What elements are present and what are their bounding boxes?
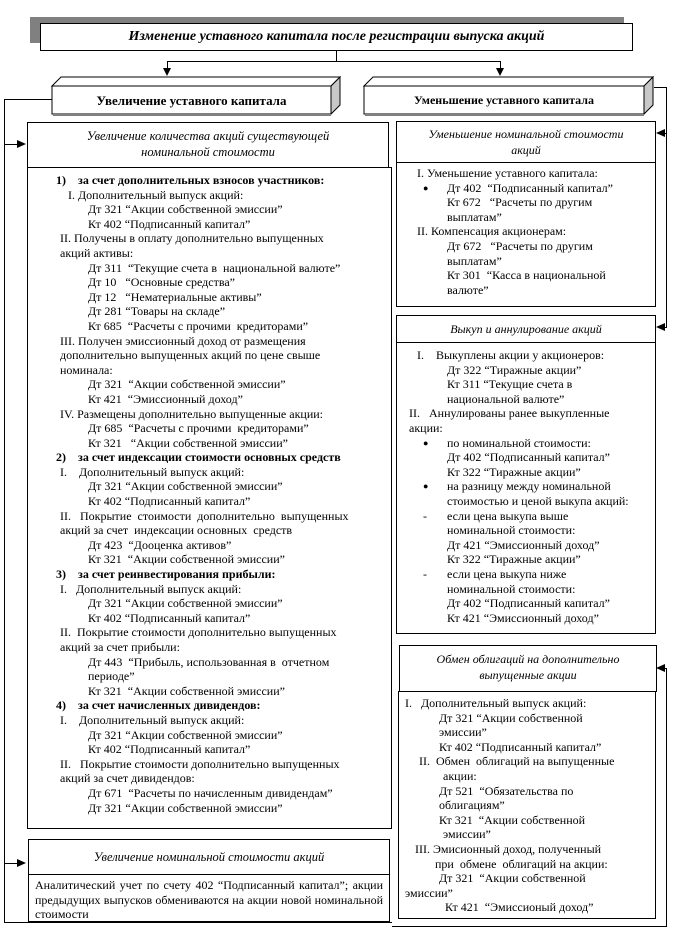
entry-text: III. Получен эмиссионный доход от размещения	[60, 333, 306, 348]
right-3-header	[399, 645, 657, 692]
arrow-right-icon	[17, 140, 26, 148]
left-top-header	[27, 122, 389, 168]
entry-text: валюте”	[447, 282, 489, 297]
arrow-down-icon	[163, 68, 171, 76]
entry-text: периоде”	[88, 669, 135, 684]
entry-text: Кт 322 “Тиражные акции”	[447, 552, 581, 567]
entry-text: Кт 421 “Эмиссионный доход”	[447, 610, 599, 625]
entry-text: эмиссии”	[443, 827, 491, 842]
entry-line	[28, 290, 391, 305]
entry-text: Дт 402 “Подписанный капитал”	[447, 596, 610, 611]
entry-line	[399, 798, 655, 813]
entry-line	[397, 538, 655, 553]
entry-text: Дт 321 “Акции собственной эмиссии”	[88, 800, 283, 815]
arrow-left-icon	[656, 323, 665, 331]
entry-line	[397, 436, 655, 451]
entry-text: эмиссии”	[405, 885, 453, 900]
entry-text: I. Дополнительный выпуск акций:	[405, 696, 587, 710]
entry-text: на разницу между номинальной	[447, 479, 611, 494]
entry-text: Дт 402 “Подписанный капитал”	[447, 180, 613, 195]
entry-line	[28, 582, 391, 597]
entry-line	[28, 275, 391, 290]
arrow-right-icon	[17, 859, 26, 867]
entry-line	[28, 625, 391, 640]
entry-line	[399, 886, 655, 901]
entry-line	[28, 669, 391, 684]
entry-text: Кт 322 “Тиражные акции”	[447, 464, 581, 479]
diagram-title	[40, 23, 633, 51]
entry-line	[28, 202, 391, 217]
entry-text: выплатам”	[447, 253, 502, 268]
left-bottom-text: Аналитический учет по счету 402 “Подписанный капитал”; акции предыдущих выпусков обмениваются на акции новой номинальной стоимости	[35, 878, 383, 922]
entry-line	[397, 224, 655, 239]
bullet-icon: ●	[423, 437, 429, 448]
entry-line	[28, 640, 391, 655]
entry-text: Дт 321 “Акции собственной эмиссии”	[88, 479, 283, 494]
entry-text: номинальной стоимости:	[447, 523, 576, 538]
right-1-header	[396, 121, 656, 163]
connector	[666, 668, 667, 927]
entry-text: III. Эмисионный доход, полученный	[415, 841, 602, 856]
entry-line	[397, 377, 655, 392]
entry-line	[397, 509, 655, 524]
entry-text: IV. Размещены дополнительно выпущенные акции:	[60, 406, 324, 421]
entry-line	[397, 406, 655, 421]
entry-text: 1) за счет дополнительных взносов участников:	[56, 173, 325, 187]
entry-line	[28, 523, 391, 538]
entry-line	[28, 319, 391, 334]
entry-text: Кт 311 “Текущие счета в	[447, 377, 573, 392]
entry-text: Дт 10 “Основные средства”	[88, 275, 235, 290]
left-bottom-header	[28, 839, 390, 875]
entry-line	[399, 711, 655, 726]
entry-line	[397, 195, 655, 210]
connector	[4, 922, 392, 923]
entry-line	[28, 246, 391, 261]
entry-line	[397, 523, 655, 538]
entry-line	[397, 494, 655, 509]
entry-text: Кт 421 “Эмиссионный доход”	[88, 391, 243, 406]
connector	[336, 51, 337, 61]
entry-text: 4) за счет начисленных дивидендов:	[56, 698, 261, 713]
connector	[666, 87, 667, 327]
entry-line	[28, 538, 391, 553]
right-2-header-text: Выкуп и аннулирование акций	[450, 322, 602, 336]
left-bottom-body	[28, 874, 390, 922]
entry-line	[397, 166, 655, 181]
entry-text: Дт 421 “Эмиссионный доход”	[447, 537, 600, 552]
right-2-header	[396, 315, 656, 343]
entry-text: I. Дополнительный выпуск акций:	[68, 187, 244, 202]
left-top-header-line: Увеличение количества акций существующей	[86, 129, 330, 143]
right-3-header-line: Обмен облигаций на дополнительно	[436, 652, 620, 666]
entry-text: Дт 322 “Тиражные акции”	[447, 362, 582, 377]
entry-line	[28, 377, 391, 392]
entry-text: если цена выкупа ниже	[447, 566, 567, 581]
entry-line	[399, 754, 655, 769]
right-1-header-line: Уменьшение номинальной стоимости	[428, 127, 624, 141]
entry-line	[28, 392, 391, 407]
entry-line	[28, 728, 391, 743]
entry-text: Дт 443 “Прибыль, использованная в отчетном	[88, 654, 330, 669]
entry-text: Кт 402 “Подписанный капитал”	[439, 739, 602, 754]
entry-line	[28, 567, 391, 582]
entry-line	[399, 857, 655, 872]
entry-line	[399, 842, 655, 857]
entry-line	[399, 827, 655, 842]
entry-text: II. Аннулированы ранее выкупленные	[409, 406, 610, 421]
connector	[392, 926, 667, 927]
left-top-header-line: номинальной стоимости	[141, 145, 275, 159]
entry-line	[397, 254, 655, 269]
entry-line	[397, 567, 655, 582]
entry-line	[399, 871, 655, 886]
entry-text: Дт 321 “Акции собственной эмиссии”	[88, 727, 283, 742]
entry-text: Дт 423 “Дооценка активов”	[88, 537, 232, 552]
entry-line	[28, 801, 391, 816]
entry-line	[399, 784, 655, 799]
entry-line	[28, 348, 391, 363]
entry-text: II. Получены в оплату дополнительно выпущенных	[60, 231, 324, 246]
entry-line	[28, 757, 391, 772]
connector	[167, 61, 500, 62]
right-2-body	[396, 342, 656, 634]
entry-text: Кт 685 “Расчеты с прочими кредиторами”	[88, 318, 309, 333]
entry-text: Кт 421 “Эмиссионый доход”	[445, 900, 594, 915]
bullet-icon: ●	[423, 481, 429, 492]
arrow-left-icon	[656, 664, 665, 672]
right-1-body	[396, 162, 656, 307]
entry-line	[28, 450, 391, 465]
entry-line	[28, 334, 391, 349]
entry-line	[28, 552, 391, 567]
entry-text: II. Покрытие стоимости дополнительно выпущенных	[60, 625, 337, 640]
entry-line	[28, 509, 391, 524]
entry-line	[28, 742, 391, 757]
entry-text: акций за счет дивидендов:	[60, 771, 195, 786]
entry-line	[399, 900, 655, 915]
entry-text: акций за счет прибыли:	[60, 640, 180, 654]
entry-text: I. Уменьшение уставного капитала:	[417, 166, 598, 180]
entry-text: выплатам”	[447, 209, 502, 224]
entry-line	[399, 740, 655, 755]
entry-text: II. Покрытие стоимости дополнительно выпущенных	[60, 756, 340, 771]
entry-line	[28, 407, 391, 422]
diagram-title-text: Изменение уставного капитала после регистрации выпуска акций	[128, 29, 545, 44]
entry-line	[28, 611, 391, 626]
entry-text: II. Компенсация акционерам:	[417, 224, 567, 239]
entry-text: акций за счет индексации основных средств	[60, 523, 293, 538]
entry-line	[28, 655, 391, 670]
entry-line	[397, 283, 655, 298]
entry-line	[397, 465, 655, 480]
entry-text: Кт 402 “Подписанный капитал”	[88, 494, 251, 509]
dash-bullet-icon: -	[423, 508, 427, 523]
arrow-down-icon	[496, 68, 504, 76]
entry-text: дополнительно выпущенных акций по цене свыше	[60, 348, 321, 363]
entry-text: Кт 672 “Расчеты по другим	[447, 195, 593, 210]
entry-line	[28, 771, 391, 786]
entry-text: Кт 402 “Подписанный капитал”	[88, 742, 251, 757]
entry-text: Дт 671 “Расчеты по начисленным дивидендам”	[88, 785, 333, 800]
entry-line	[28, 436, 391, 451]
entry-line	[397, 421, 655, 436]
connector	[4, 99, 5, 922]
entry-text: Кт 402 “Подписанный капитал”	[88, 610, 251, 625]
entry-text: Кт 321 “Акции собственной эмиссии”	[88, 552, 285, 567]
entry-line	[397, 181, 655, 196]
entry-line	[399, 725, 655, 740]
entry-text: при обмене облигаций на акции:	[435, 856, 608, 871]
entry-text: Дт 321 “Акции собственной эмиссии”	[88, 202, 283, 217]
entry-line	[397, 392, 655, 407]
connector	[4, 99, 52, 100]
entry-text: эмиссии”	[439, 725, 487, 740]
entry-line	[397, 479, 655, 494]
entry-text: Кт 321 “Акции собственной эмиссии”	[88, 683, 285, 698]
entry-line	[399, 813, 655, 828]
entry-text: Дт 685 “Расчеты с прочими кредиторами”	[88, 421, 309, 436]
entry-text: Дт 321 “Акции собственной эмиссии”	[88, 596, 283, 611]
connector	[4, 863, 18, 864]
entry-text: I. Выкуплены акции у акционеров:	[417, 348, 605, 362]
entry-text: Дт 672 “Расчеты по другим	[447, 238, 593, 253]
entry-line	[28, 479, 391, 494]
right-1-header-line: акций	[511, 143, 541, 157]
entry-text: Дт 281 “Товары на складе”	[88, 304, 226, 319]
entry-line	[397, 582, 655, 597]
entry-text: Дт 321 “Акции собственной эмиссии”	[88, 377, 286, 392]
left-bottom-header-text: Увеличение номинальной стоимости акций	[93, 850, 325, 864]
right-3-body	[398, 691, 656, 919]
entry-text: Дт 12 “Нематериальные активы”	[88, 289, 262, 304]
arrow-left-icon	[656, 129, 665, 137]
entry-line	[28, 786, 391, 801]
entry-line	[397, 611, 655, 626]
entry-line	[397, 239, 655, 254]
entry-text: 3) за счет реинвестирования прибыли:	[56, 567, 276, 582]
entry-text: II. Обмен облигаций на выпущенные	[419, 754, 615, 769]
entry-text: Кт 321 “Акции собственной эмиссии”	[88, 435, 288, 450]
entry-line	[28, 684, 391, 699]
entry-line	[28, 304, 391, 319]
entry-text: акции:	[409, 420, 443, 435]
entry-line	[28, 363, 391, 378]
entry-text: по номинальной стоимости:	[447, 435, 591, 450]
bullet-icon: ●	[423, 182, 429, 193]
entry-line	[28, 465, 391, 480]
entry-text: облигациям”	[439, 798, 505, 813]
entry-text: Кт 321 “Акции собственной	[439, 812, 586, 827]
entry-text: II. Покрытие стоимости дополнительно выпущенных	[60, 508, 349, 523]
entry-text: Дт 521 “Обязательства по	[439, 783, 574, 798]
entry-line	[28, 421, 391, 436]
entry-line	[28, 231, 391, 246]
right-3-header-line: выпущенные акции	[479, 668, 577, 682]
entry-line	[397, 596, 655, 611]
entry-text: I. Дополнительный выпуск акций:	[60, 464, 245, 479]
entry-text: Кт 402 “Подписанный капитал”	[88, 216, 251, 231]
entry-text: если цена выкупа выше	[447, 508, 569, 523]
entry-line	[397, 450, 655, 465]
entry-line	[28, 713, 391, 728]
entry-line	[397, 210, 655, 225]
entry-line	[399, 769, 655, 784]
entry-line	[397, 552, 655, 567]
entry-line	[28, 596, 391, 611]
entry-line	[399, 696, 655, 711]
increase-header: Увеличение уставного капитала	[96, 93, 287, 108]
entry-text: Дт 311 “Текущие счета в национальной валюте”	[88, 260, 341, 275]
entry-text: акций активы:	[60, 245, 134, 260]
entry-text: национальной валюте”	[447, 391, 565, 406]
entry-text: стоимостью и ценой выкупа акций:	[447, 493, 629, 508]
entry-text: I. Дополнительный выпуск акций:	[60, 712, 245, 727]
entry-text: номинальной стоимости:	[447, 581, 576, 596]
connector	[4, 144, 18, 145]
entry-text: Дт 402 “Подписанный капитал”	[447, 450, 610, 465]
entry-text: номинала:	[60, 362, 113, 377]
entry-line	[28, 173, 391, 188]
entry-line	[397, 268, 655, 283]
left-top-body	[27, 167, 392, 829]
entry-line	[28, 188, 391, 203]
entry-line	[28, 698, 391, 713]
entry-text: Дт 321 “Акции собственной	[439, 710, 583, 725]
entry-text: 2) за счет индексации стоимости основных средств	[56, 450, 341, 465]
entry-line	[28, 261, 391, 276]
dash-bullet-icon: -	[423, 566, 427, 581]
decrease-header: Уменьшение уставного капитала	[413, 92, 595, 107]
entry-line	[28, 217, 391, 232]
entry-line	[397, 348, 655, 363]
entry-line	[397, 363, 655, 378]
entry-text: Дт 321 “Акции собственной	[439, 871, 586, 886]
entry-line	[28, 494, 391, 509]
connector	[654, 87, 666, 88]
entry-text: акции:	[443, 768, 477, 783]
entry-text: Кт 301 “Касса в национальной	[447, 268, 606, 283]
entry-text: I. Дополнительный выпуск акций:	[60, 581, 242, 596]
